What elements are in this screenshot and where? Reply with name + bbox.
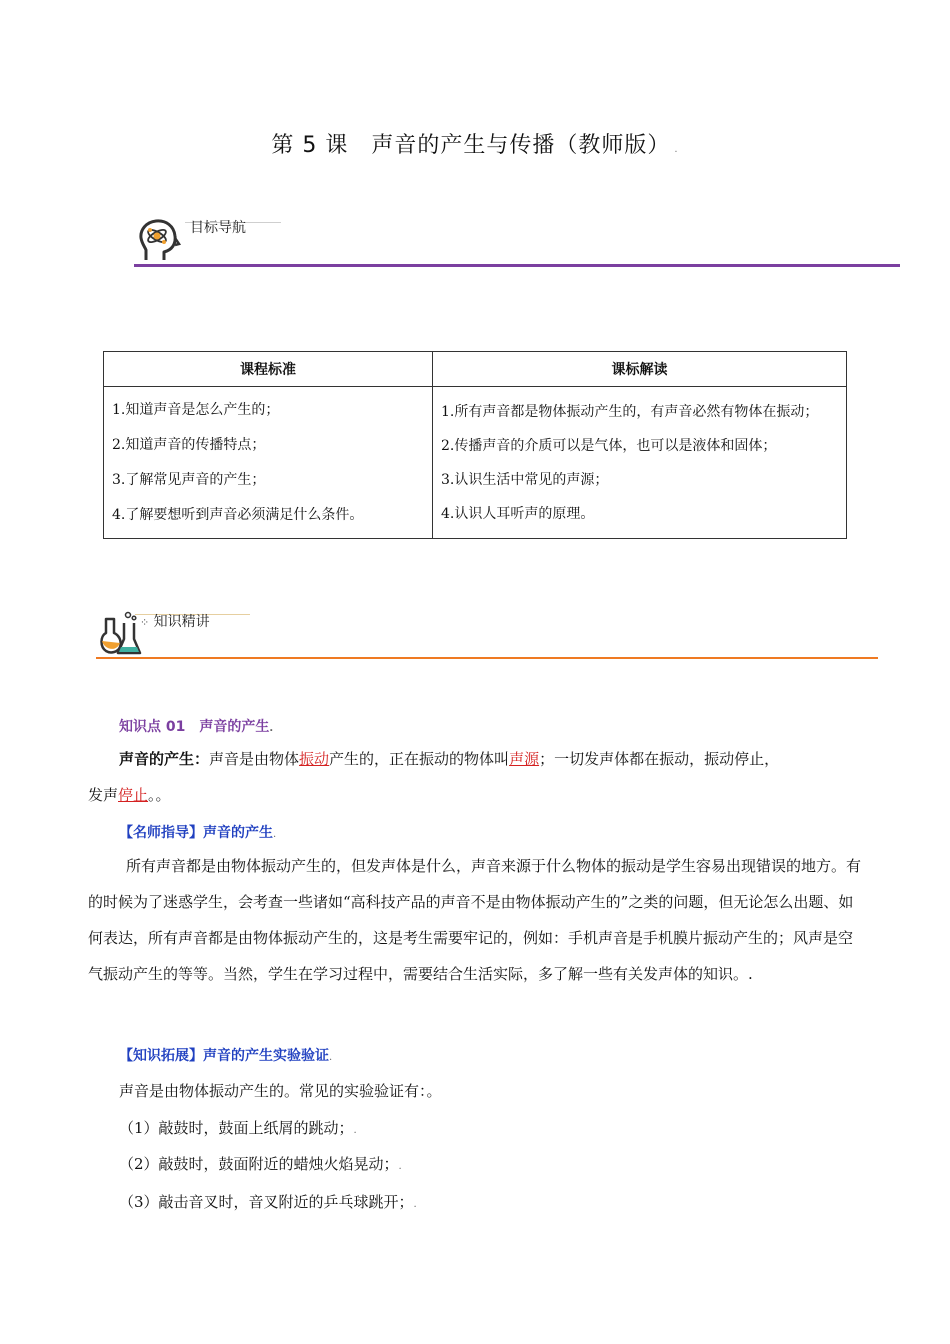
standard-item: 3.了解常见声音的产生； (112, 472, 266, 488)
definition-text: ；一切发声体都在振动，振动停止， (539, 750, 780, 768)
experiment-item-text: （1）敲鼓时，鼓面上纸屑的跳动； (119, 1119, 354, 1137)
table-header-interpretation: 课标解读 (433, 352, 847, 387)
expand-heading: 【知识拓展】声音的产生实验验证. (119, 1048, 333, 1064)
definition-text: 产生的，正在振动的物体叫 (329, 750, 510, 768)
definition-label: 声音的产生： (119, 750, 210, 768)
definition-text: 发声 (88, 786, 119, 804)
expand-heading-text: 【知识拓展】声音的产生实验验证 (119, 1048, 329, 1064)
guide-body: 所有声音都是由物体振动产生的，但发声体是什么，声音来源于什么物体的振动是学生容易出现错误的地方。有的时候为了迷惑学生，会考查一些诸如“高科技产品的声音不是由物体振动产生的”之类的问题，但无论怎么出题、如何表达，所有声音都是由物体振动产生的，这是考生需要牢记的，例如：手机声音是手机膜片振动产生的；风声是空气振动产生的等等。当然，学生在学习过程中，需要结合生活实际，多了解一些有关发声体的知识。. (88, 857, 862, 983)
definition-text: 声音是由物体 (209, 750, 300, 768)
definition-paragraph (88, 741, 863, 813)
page-title (0, 128, 950, 159)
table-row (104, 387, 847, 539)
knowledge-point-title-text: 知识点 01 声音的产生 (119, 719, 270, 735)
definition-text: 。。 (148, 786, 171, 804)
section1-label: 目标导航 (190, 220, 246, 236)
expand-intro: 声音是由物体振动产生的。常见的实验验证有：。 (119, 1082, 442, 1100)
title-mark: . (674, 144, 679, 155)
experiment-item: （3）敲击音叉时，音叉附近的乒乓球跳开；. (119, 1193, 417, 1211)
interpretation-item: 3.认识生活中常见的声源； (441, 471, 609, 488)
section2-label-text: 知识精讲 (153, 614, 210, 630)
interpretation-item: 2.传播声音的介质可以是气体，也可以是液体和固体； (441, 437, 777, 454)
standard-item: 1.知道声音是怎么产生的； (112, 402, 280, 418)
standard-item: 2.知道声音的传播特点； (112, 437, 266, 453)
experiment-item-text: （2）敲鼓时，鼓面附近的蜡烛火焰晃动； (119, 1155, 399, 1173)
curriculum-table (103, 351, 847, 539)
table-header-row (104, 352, 847, 387)
brain-head-icon (134, 216, 182, 264)
interpretation-item: 1.所有声音都是物体振动产生的，有声音必然有物体在振动； (441, 403, 819, 420)
section2-divider (96, 657, 878, 659)
interpretation-cell (433, 387, 847, 539)
fill-blank-stop: 停止 (118, 786, 149, 804)
guide-heading: 【名师指导】声音的产生. (119, 825, 277, 841)
table-header-standard: 课程标准 (104, 352, 433, 387)
knowledge-point-title: 知识点 01 声音的产生. (119, 719, 274, 735)
standard-cell (104, 387, 433, 539)
section1-divider (134, 264, 900, 267)
fill-blank-vibration: 振动 (299, 750, 330, 768)
lab-flask-icon (98, 609, 144, 657)
guide-heading-text: 【名师指导】声音的产生 (119, 825, 273, 841)
sparkle-icon: ⁘ (140, 616, 150, 629)
standard-item: 4.了解要想听到声音必须满足什么条件。 (112, 507, 364, 523)
interpretation-item: 4.认识人耳听声的原理。 (441, 505, 595, 522)
section2-label (140, 611, 210, 631)
experiment-item: （2）敲鼓时，鼓面附近的蜡烛火焰晃动；. (119, 1155, 402, 1173)
experiment-item: （1）敲鼓时，鼓面上纸屑的跳动；. (119, 1119, 357, 1137)
experiment-item-text: （3）敲击音叉时，音叉附近的乒乓球跳开； (119, 1193, 414, 1211)
page-title-text: 第 5 课 声音的产生与传播（教师版） (271, 133, 671, 158)
fill-blank-sound-source: 声源 (509, 750, 540, 768)
